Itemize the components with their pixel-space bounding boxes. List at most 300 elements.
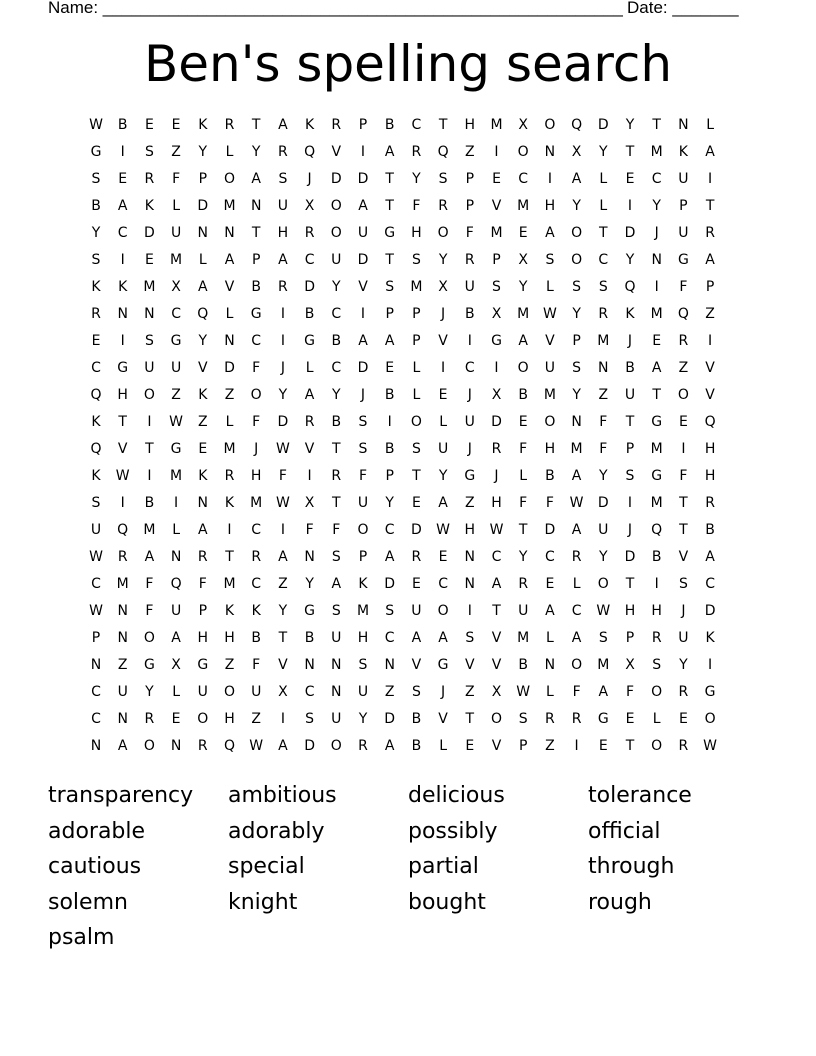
grid-letter: O	[571, 225, 583, 241]
grid-letter: S	[652, 657, 662, 673]
grid-letter: V	[678, 549, 689, 565]
grid-letter: T	[652, 387, 661, 403]
grid-letter: F	[412, 198, 421, 214]
grid-letter: M	[650, 495, 663, 511]
grid-letter: N	[117, 630, 128, 646]
word-bank-item: official	[588, 818, 661, 844]
grid-letter: X	[278, 684, 288, 700]
grid-letter: O	[143, 630, 155, 646]
grid-letter: C	[545, 549, 555, 565]
grid-letter: S	[411, 441, 421, 457]
grid-letter: S	[358, 441, 368, 457]
grid-letter: Z	[198, 414, 208, 430]
grid-letter: N	[384, 657, 395, 673]
grid-letter: J	[681, 603, 686, 619]
grid-letter: X	[518, 252, 528, 268]
grid-letter: V	[491, 198, 502, 214]
grid-letter: D	[304, 738, 315, 754]
grid-letter: E	[438, 387, 448, 403]
grid-letter: A	[384, 738, 395, 754]
grid-letter: S	[305, 711, 315, 727]
grid-letter: M	[517, 198, 530, 214]
grid-letter: Y	[652, 198, 661, 214]
grid-letter: U	[331, 711, 342, 727]
grid-letter: L	[172, 198, 180, 214]
grid-letter: I	[120, 252, 125, 268]
grid-letter: K	[144, 198, 154, 214]
grid-letter: J	[307, 171, 312, 187]
grid-letter: Z	[598, 387, 609, 403]
grid-letter: T	[118, 414, 127, 430]
grid-letter: R	[678, 333, 689, 349]
grid-letter: A	[705, 144, 715, 160]
grid-letter: A	[571, 522, 582, 538]
grid-letter: S	[598, 630, 608, 646]
grid-letter: I	[627, 495, 633, 511]
grid-letter: X	[625, 657, 635, 673]
grid-letter: P	[518, 738, 528, 754]
grid-letter: Q	[571, 117, 583, 133]
grid-letter: A	[571, 630, 582, 646]
grid-letter: F	[625, 684, 635, 700]
grid-letter: F	[465, 225, 474, 241]
grid-letter: P	[412, 333, 421, 349]
grid-letter: O	[437, 603, 449, 619]
grid-letter: A	[278, 117, 288, 133]
name-field-label: Name: _______________________________________________________	[48, 0, 623, 17]
grid-letter: B	[304, 630, 315, 646]
grid-letter: B	[625, 360, 635, 376]
grid-letter: S	[331, 603, 341, 619]
grid-letter: I	[467, 603, 472, 619]
grid-letter: G	[464, 468, 476, 484]
grid-letter: I	[360, 306, 366, 322]
grid-letter: L	[599, 171, 608, 187]
grid-letter: C	[411, 117, 422, 133]
grid-letter: F	[599, 441, 608, 457]
grid-letter: M	[597, 333, 610, 349]
grid-letter: K	[224, 603, 235, 619]
grid-letter: M	[543, 387, 556, 403]
grid-letter: O	[517, 144, 529, 160]
grid-letter: J	[627, 522, 633, 538]
grid-letter: T	[518, 522, 528, 538]
grid-letter: O	[197, 711, 209, 727]
grid-letter: A	[705, 549, 715, 565]
grid-letter: M	[650, 306, 663, 322]
grid-letter: J	[254, 441, 259, 457]
grid-letter: R	[518, 576, 529, 592]
grid-letter: T	[225, 549, 234, 565]
grid-letter: S	[331, 549, 341, 565]
grid-letter: P	[625, 441, 635, 457]
grid-letter: M	[116, 576, 129, 592]
grid-letter: B	[411, 738, 422, 754]
grid-letter: H	[704, 441, 716, 457]
grid-letter: C	[304, 684, 315, 700]
grid-letter: Z	[465, 495, 475, 511]
grid-letter: E	[171, 117, 181, 133]
grid-letter: A	[117, 198, 128, 214]
grid-letter: L	[412, 360, 421, 376]
word-bank-item: possibly	[408, 818, 498, 844]
grid-letter: E	[118, 171, 128, 187]
grid-letter: S	[518, 711, 528, 727]
grid-letter: S	[385, 279, 395, 295]
grid-letter: A	[705, 252, 715, 268]
grid-letter: G	[170, 333, 182, 349]
grid-letter: P	[385, 306, 394, 322]
grid-letter: T	[438, 117, 448, 133]
grid-letter: C	[251, 522, 262, 538]
grid-letter: P	[492, 252, 501, 268]
grid-letter: A	[384, 144, 395, 160]
grid-letter: B	[464, 306, 475, 322]
grid-letter: T	[278, 630, 288, 646]
grid-letter: T	[332, 441, 341, 457]
grid-letter: I	[494, 144, 499, 160]
grid-letter: S	[91, 171, 101, 187]
grid-letter: M	[490, 117, 503, 133]
grid-letter: V	[358, 279, 368, 295]
grid-letter: Y	[251, 144, 261, 160]
grid-letter: G	[143, 657, 155, 673]
grid-letter: I	[147, 414, 152, 430]
grid-letter: D	[704, 603, 716, 619]
grid-letter: O	[677, 387, 689, 403]
grid-letter: O	[704, 711, 716, 727]
grid-letter: W	[275, 495, 290, 511]
grid-letter: M	[143, 522, 156, 538]
grid-letter: Y	[438, 252, 448, 268]
grid-letter: D	[384, 576, 396, 592]
grid-letter: I	[467, 333, 472, 349]
grid-letter: Q	[437, 144, 449, 160]
word-bank-item: psalm	[48, 925, 115, 951]
grid-letter: Q	[197, 306, 209, 322]
grid-letter: E	[518, 225, 528, 241]
grid-letter: O	[544, 117, 556, 133]
grid-letter: C	[518, 171, 529, 187]
grid-letter: F	[358, 468, 368, 484]
word-bank-item: transparency	[48, 783, 194, 808]
grid-letter: U	[331, 630, 342, 646]
grid-letter: A	[518, 333, 528, 349]
grid-letter: G	[250, 306, 262, 322]
grid-letter: B	[545, 468, 555, 484]
grid-letter: D	[624, 549, 636, 565]
grid-letter: U	[678, 630, 689, 646]
grid-letter: Z	[465, 684, 475, 700]
grid-letter: K	[198, 387, 208, 403]
grid-letter: Z	[705, 306, 715, 322]
word-bank-item: ambitious	[228, 783, 337, 808]
grid-letter: M	[650, 144, 663, 160]
grid-letter: T	[599, 225, 608, 241]
grid-letter: S	[678, 576, 688, 592]
grid-letter: D	[411, 522, 422, 538]
grid-letter: L	[572, 576, 581, 592]
grid-letter: B	[251, 279, 261, 295]
grid-letter: S	[385, 603, 395, 619]
grid-letter: R	[571, 711, 582, 727]
grid-letter: A	[117, 738, 128, 754]
grid-letter: B	[331, 414, 342, 430]
grid-letter: A	[278, 252, 288, 268]
grid-letter: E	[411, 495, 421, 511]
grid-letter: J	[360, 387, 366, 403]
grid-letter: D	[304, 279, 315, 295]
grid-letter: N	[197, 225, 209, 241]
grid-letter: Y	[305, 576, 314, 592]
grid-letter: Q	[90, 387, 102, 403]
grid-letter: U	[251, 684, 262, 700]
grid-letter: Q	[651, 522, 663, 538]
grid-letter: U	[678, 225, 689, 241]
grid-letter: G	[304, 603, 316, 619]
grid-letter: D	[597, 495, 609, 511]
grid-letter: P	[358, 117, 368, 133]
grid-letter: U	[624, 387, 636, 403]
grid-letter: B	[384, 387, 395, 403]
grid-letter: O	[544, 414, 556, 430]
grid-letter: E	[144, 117, 154, 133]
grid-letter: R	[251, 549, 262, 565]
grid-letter: M	[410, 279, 423, 295]
grid-letter: L	[439, 414, 447, 430]
grid-letter: E	[91, 333, 101, 349]
grid-letter: X	[491, 306, 502, 322]
grid-letter: M	[223, 576, 236, 592]
grid-letter: Y	[358, 711, 368, 727]
grid-letter: H	[491, 495, 502, 511]
grid-letter: U	[357, 225, 369, 241]
grid-letter: J	[441, 306, 446, 322]
grid-letter: U	[144, 360, 155, 376]
grid-letter: T	[625, 414, 635, 430]
grid-letter: S	[411, 684, 421, 700]
grid-letter: R	[331, 468, 342, 484]
grid-letter: C	[651, 171, 662, 187]
word-bank-item: adorable	[48, 818, 146, 844]
word-bank-item: partial	[408, 854, 479, 880]
grid-letter: Z	[384, 684, 395, 700]
grid-letter: U	[411, 603, 422, 619]
grid-letter: E	[678, 414, 688, 430]
grid-letter: P	[358, 549, 368, 565]
grid-letter: M	[517, 306, 530, 322]
grid-letter: N	[651, 252, 662, 268]
grid-letter: N	[224, 333, 235, 349]
grid-letter: U	[464, 414, 475, 430]
word-bank-item: knight	[228, 889, 298, 915]
grid-letter: L	[439, 738, 447, 754]
grid-letter: P	[251, 252, 261, 268]
grid-letter: Y	[198, 144, 208, 160]
grid-letter: K	[118, 279, 128, 295]
grid-letter: S	[358, 414, 368, 430]
grid-letter: K	[224, 495, 235, 511]
grid-letter: X	[518, 117, 528, 133]
grid-letter: T	[679, 522, 688, 538]
grid-letter: Y	[599, 549, 608, 565]
grid-letter: Z	[171, 144, 181, 160]
grid-letter: A	[224, 252, 235, 268]
grid-letter: B	[91, 198, 101, 214]
grid-letter: H	[357, 630, 369, 646]
grid-letter: R	[117, 549, 128, 565]
grid-letter: N	[117, 603, 128, 619]
grid-letter: V	[491, 657, 502, 673]
grid-letter: G	[90, 144, 102, 160]
grid-letter: A	[198, 522, 208, 538]
grid-letter: M	[490, 225, 503, 241]
grid-letter: G	[384, 225, 396, 241]
grid-letter: X	[171, 279, 181, 295]
grid-letter: U	[90, 522, 102, 538]
grid-letter: R	[197, 738, 208, 754]
grid-letter: V	[278, 657, 288, 673]
grid-letter: R	[571, 549, 582, 565]
grid-letter: T	[492, 603, 501, 619]
grid-letter: F	[172, 171, 181, 187]
grid-letter: F	[519, 495, 528, 511]
grid-letter: E	[625, 171, 635, 187]
grid-letter: S	[572, 279, 582, 295]
grid-letter: G	[704, 684, 716, 700]
grid-letter: A	[251, 171, 261, 187]
grid-letter: L	[545, 279, 554, 295]
grid-letter: C	[705, 576, 715, 592]
grid-letter: K	[678, 144, 688, 160]
grid-letter: N	[304, 549, 315, 565]
grid-letter: H	[411, 225, 422, 241]
grid-letter: R	[491, 441, 502, 457]
grid-letter: C	[384, 630, 395, 646]
grid-letter: R	[678, 684, 689, 700]
word-bank-item: tolerance	[588, 783, 692, 808]
grid-letter: J	[467, 441, 472, 457]
grid-letter: F	[572, 684, 581, 700]
grid-letter: M	[597, 657, 610, 673]
grid-letter: B	[384, 117, 395, 133]
grid-letter: X	[304, 495, 315, 511]
grid-letter: G	[651, 414, 663, 430]
grid-letter: X	[491, 684, 502, 700]
grid-letter: R	[598, 306, 609, 322]
grid-letter: V	[331, 144, 342, 160]
grid-letter: L	[652, 711, 661, 727]
word-bank-item: solemn	[48, 889, 128, 915]
grid-letter: I	[307, 468, 312, 484]
grid-letter: L	[172, 522, 180, 538]
grid-letter: E	[492, 171, 501, 187]
grid-letter: Z	[678, 360, 689, 376]
grid-letter: B	[384, 441, 395, 457]
grid-letter: N	[197, 495, 209, 511]
grid-letter: U	[464, 279, 475, 295]
grid-letter: N	[464, 549, 476, 565]
grid-letter: I	[280, 333, 285, 349]
grid-letter: G	[304, 333, 316, 349]
grid-letter: V	[545, 333, 555, 349]
grid-letter: H	[464, 117, 476, 133]
grid-letter: I	[280, 306, 285, 322]
page-title: Ben's spelling search	[143, 35, 673, 93]
grid-letter: Q	[90, 441, 102, 457]
grid-letter: N	[544, 144, 556, 160]
grid-letter: M	[517, 630, 530, 646]
grid-letter: E	[598, 738, 608, 754]
grid-letter: E	[171, 711, 181, 727]
grid-letter: O	[357, 522, 369, 538]
grid-letter: M	[223, 198, 236, 214]
grid-letter: A	[571, 171, 582, 187]
grid-letter: A	[438, 495, 448, 511]
grid-letter: D	[597, 117, 609, 133]
grid-letter: O	[143, 387, 155, 403]
grid-letter: W	[89, 117, 103, 133]
grid-letter: E	[144, 252, 154, 268]
grid-letter: S	[278, 171, 288, 187]
grid-letter: D	[384, 711, 396, 727]
grid-letter: A	[358, 198, 368, 214]
grid-letter: B	[251, 630, 261, 646]
grid-letter: Q	[704, 414, 716, 430]
grid-letter: F	[145, 576, 154, 592]
grid-letter: K	[705, 630, 715, 646]
grid-letter: K	[358, 576, 368, 592]
grid-letter: A	[304, 387, 315, 403]
grid-letter: A	[438, 630, 448, 646]
grid-letter: I	[681, 441, 686, 457]
grid-letter: J	[494, 468, 499, 484]
grid-letter: O	[330, 225, 342, 241]
grid-letter: F	[519, 441, 528, 457]
grid-letter: T	[625, 144, 635, 160]
grid-letter: N	[144, 306, 155, 322]
grid-letter: Y	[518, 279, 528, 295]
grid-letter: R	[144, 711, 155, 727]
grid-letter: N	[117, 711, 128, 727]
grid-letter: H	[117, 387, 128, 403]
grid-letter: C	[384, 522, 395, 538]
grid-letter: E	[438, 549, 448, 565]
grid-letter: Y	[278, 603, 288, 619]
grid-letter: P	[385, 468, 394, 484]
grid-letter: B	[117, 117, 128, 133]
grid-letter: B	[518, 657, 528, 673]
grid-letter: W	[542, 306, 557, 322]
grid-letter: I	[494, 360, 499, 376]
grid-letter: Y	[332, 387, 341, 403]
grid-letter: N	[170, 738, 182, 754]
grid-letter: O	[437, 225, 449, 241]
grid-letter: T	[145, 441, 154, 457]
grid-letter: O	[490, 711, 503, 727]
grid-letter: E	[625, 711, 635, 727]
grid-letter: T	[679, 495, 688, 511]
grid-letter: D	[357, 360, 369, 376]
grid-letter: T	[251, 225, 261, 241]
grid-letter: Q	[170, 576, 182, 592]
grid-letter: U	[277, 198, 289, 214]
grid-letter: U	[170, 603, 182, 619]
grid-letter: Q	[223, 738, 236, 754]
grid-letter: S	[91, 495, 101, 511]
grid-letter: G	[677, 252, 689, 268]
grid-letter: L	[599, 198, 608, 214]
